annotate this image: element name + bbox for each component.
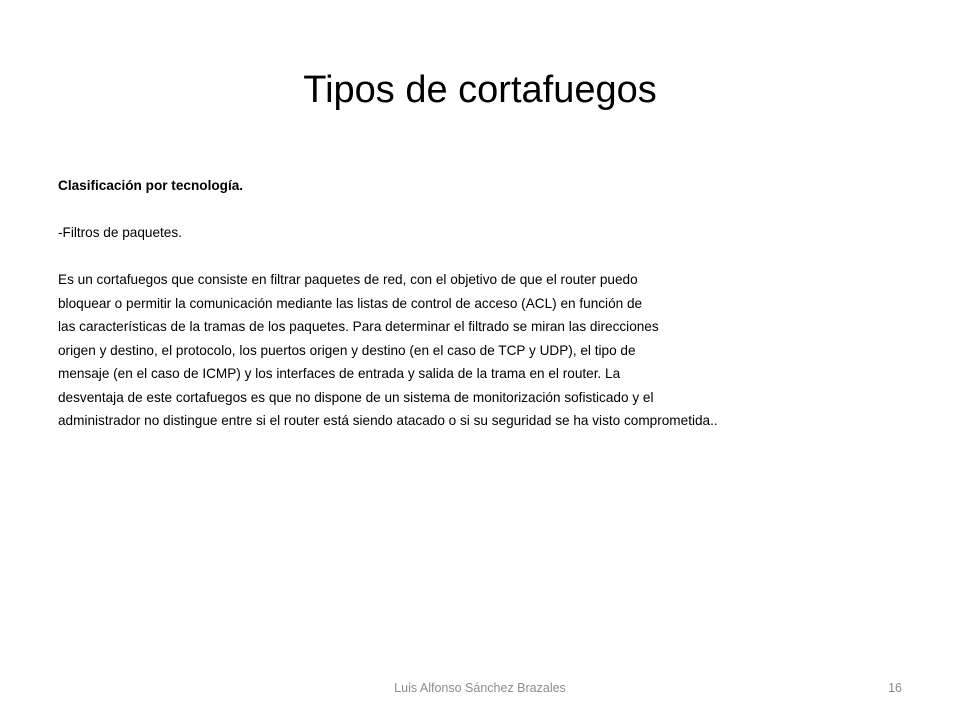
- spacer: [58, 198, 908, 222]
- paragraph-line: mensaje (en el caso de ICMP) y los interfaces de entrada y salida de la trama en el router. La: [58, 366, 621, 381]
- paragraph-line: las características de la tramas de los paquetes. Para determinar el filtrado se miran las direcciones: [58, 319, 659, 334]
- body-paragraph: [58, 268, 908, 433]
- paragraph-line: bloquear o permitir la comunicación mediante las listas de control de acceso (ACL) en función de: [58, 295, 643, 311]
- slide-title: Tipos de cortafuegos: [303, 69, 657, 111]
- subsection-heading: -Filtros de paquetes.: [58, 225, 182, 240]
- slide-content: [58, 174, 908, 433]
- slide-footer: [0, 678, 960, 698]
- paragraph-line: origen y destino, el protocolo, los puertos origen y destino (en el caso de TCP y UDP), el tipo de: [58, 342, 636, 358]
- page-number: 16: [888, 681, 902, 695]
- section-heading: Clasificación por tecnología.: [58, 178, 244, 193]
- paragraph-line: administrador no distingue entre si el router está siendo atacado o si su seguridad se ha visto comprometida..: [58, 413, 718, 428]
- spacer: [58, 245, 908, 269]
- paragraph-line: Es un cortafuegos que consiste en filtrar paquetes de red, con el objetivo de que el router puedo: [58, 272, 638, 287]
- paragraph-line: desventaja de este cortafuegos es que no dispone de un sistema de monitorización sofisticado y el: [58, 389, 654, 405]
- footer-author: Luis Alfonso Sánchez Brazales: [394, 681, 566, 695]
